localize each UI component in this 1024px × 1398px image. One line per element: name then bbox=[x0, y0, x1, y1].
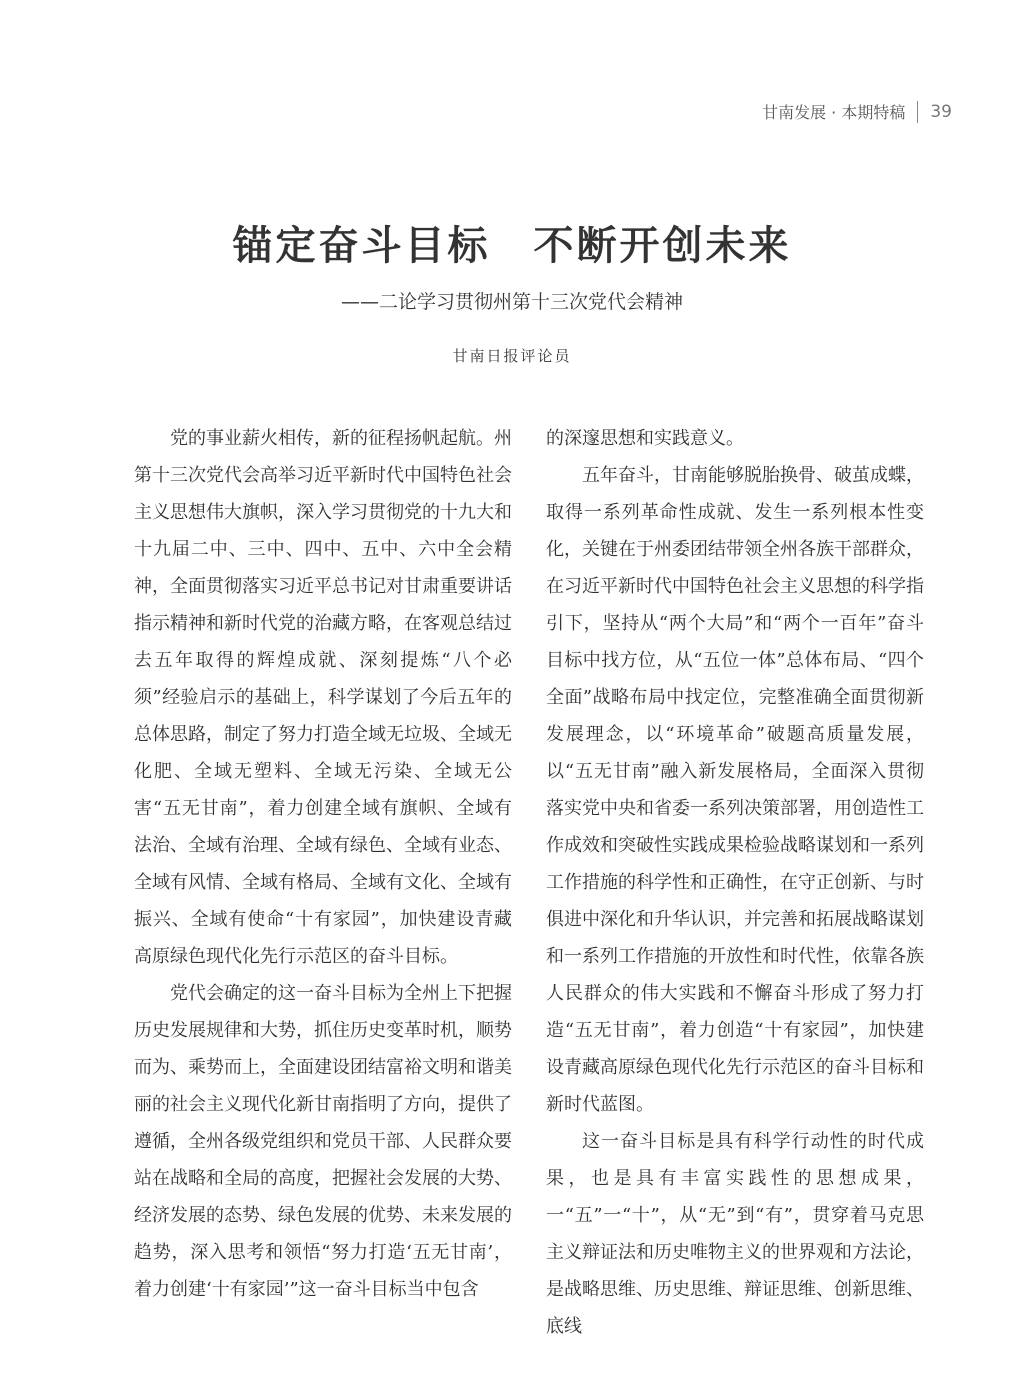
header-divider bbox=[917, 101, 918, 123]
running-header bbox=[762, 100, 952, 123]
paragraph-continuation: 的深邃思想和实践意义。 bbox=[546, 428, 744, 449]
paragraph: 五年奋斗，甘南能够脱胎换骨、破茧成蝶，取得一系列革命性成就、发生一系列根本性变化，关键在于州委团结带领全州各族干部群众，在习近平新时代中国特色社会主义思想的科学指引下，坚持从“两个大局”和“两个一百年”奋斗目标中找方位，从“五位一体”总体布局、“四个全面”战略布局中找定位，完整准确全面贯彻新发展理念，以“环境革命”破题高质量发展，以“五无甘南”融入新发展格局，全面深入贯彻落实党中央和省委一系列决策部署，用创造性工作成效和突破性实践成果检验战略谋划和一系列工作措施的科学性和正确性，在守正创新、与时俱进中深化和升华认识，并完善和拓展战略谋划和一系列工作措施的开放性和时代性，依靠各族人民群众的伟大实践和不懈奋斗形成了努力打造“五无甘南”，着力创造“十有家园”，加快建设青藏高原绿色现代化先行示范区的奋斗目标和新时代蓝图。 bbox=[546, 465, 924, 1115]
right-column bbox=[546, 420, 924, 1345]
left-column bbox=[134, 420, 512, 1308]
article-byline: 甘南日报评论员 bbox=[452, 347, 572, 365]
paragraph: 党代会确定的这一奋斗目标为全州上下把握历史发展规律和大势，抓住历史变革时机，顺势而为、乘势而上，全面建设团结富裕文明和谐美丽的社会主义现代化新甘南指明了方向，提供了遵循，全州各级党组织和党员干部、人民群众要站在战略和全局的高度，把握社会发展的大势、经济发展的态势、绿色发展的优势、未来发展的趋势，深入思考和领悟“努力打造‘五无甘南’，着力创建‘十有家园’”这一奋斗目标当中包含 bbox=[134, 983, 512, 1300]
paragraph: 这一奋斗目标是具有科学行动性的时代成果，也是具有丰富实践性的思想成果，一“五”一“十”，从“无”到“有”，贯穿着马克思主义辩证法和历史唯物主义的世界观和方法论，是战略思维、历史思维、辩证思维、创新思维、底线 bbox=[546, 1131, 924, 1337]
paragraph: 党的事业薪火相传，新的征程扬帆起航。州第十三次党代会高举习近平新时代中国特色社会主义思想伟大旗帜，深入学习贯彻党的十九大和十九届二中、三中、四中、五中、六中全会精神，全面贯彻落实习近平总书记对甘肃重要讲话指示精神和新时代党的治藏方略，在客观总结过去五年取得的辉煌成就、深刻提炼“八个必须”经验启示的基础上，科学谋划了今后五年的总体思路，制定了努力打造全域无垃圾、全域无化肥、全域无塑料、全域无污染、全域无公害“五无甘南”，着力创建全域有旗帜、全域有法治、全域有治理、全域有绿色、全域有业态、全域有风情、全域有格局、全域有文化、全域有振兴、全域有使命“十有家园”，加快建设青藏高原绿色现代化先行示范区的奋斗目标。 bbox=[134, 428, 512, 967]
article-title: 锚定奋斗目标 不断开创未来 bbox=[232, 222, 792, 269]
section-label: 甘南发展 · 本期特稿 bbox=[762, 103, 906, 122]
page-number: 39 bbox=[930, 101, 952, 122]
article-subtitle: ——二论学习贯彻州第十三次党代会精神 bbox=[340, 291, 683, 313]
